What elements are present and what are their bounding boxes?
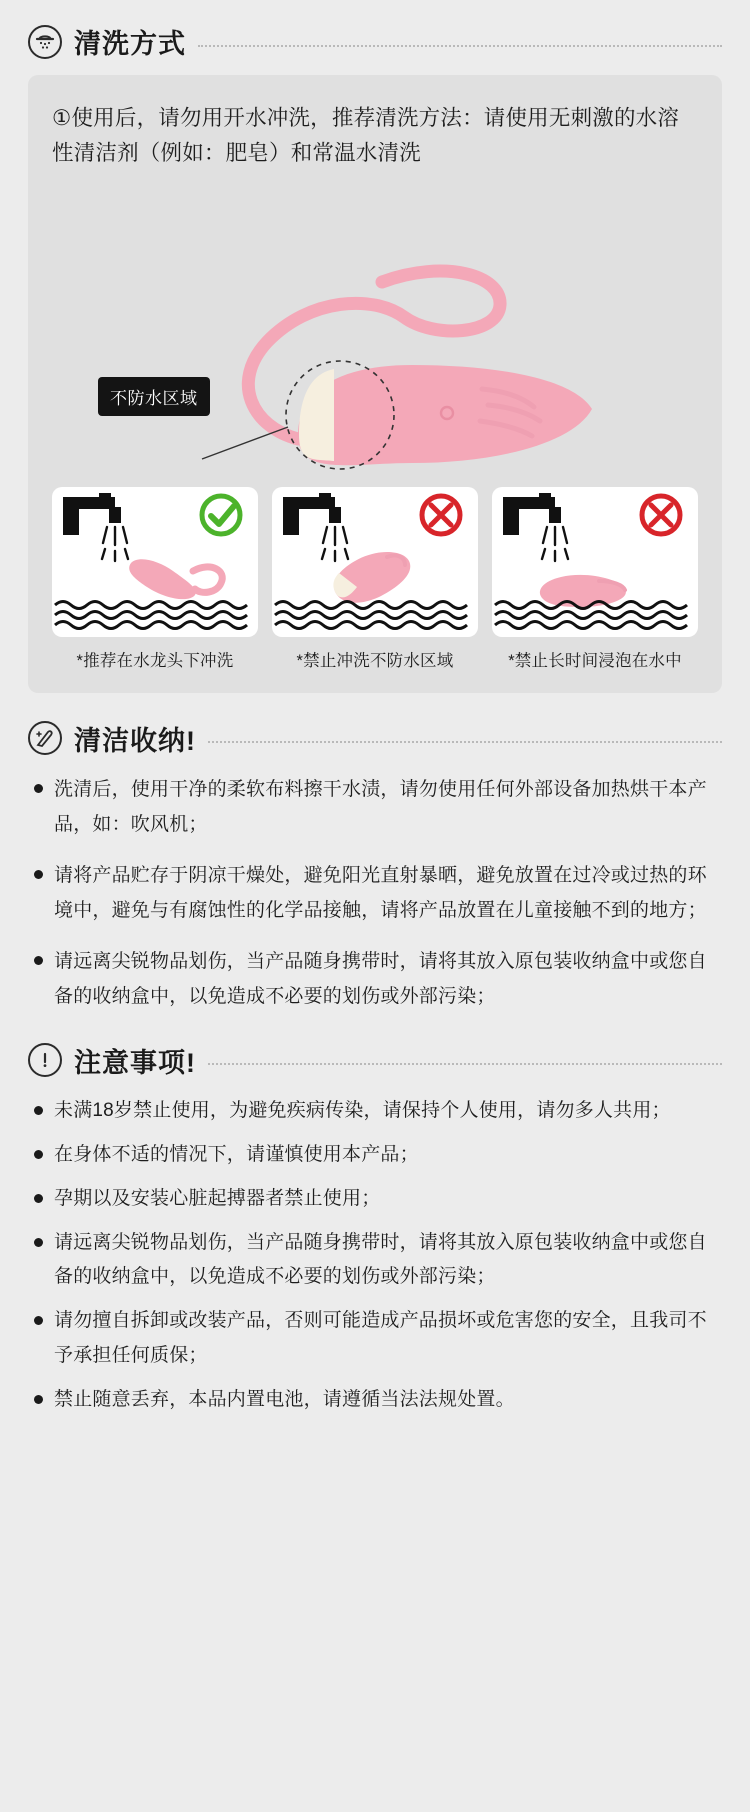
section-header-warnings xyxy=(28,1041,722,1080)
title-dotted-rule xyxy=(208,741,722,743)
check-icon xyxy=(202,496,240,534)
panel-image xyxy=(52,487,258,637)
shower-icon xyxy=(28,25,62,59)
list-item xyxy=(28,1094,722,1128)
list-item xyxy=(28,1226,722,1294)
list-item-text: 请远离尖锐物品划伤，当产品随身携带时，请将其放入原包装收纳盒中或您自备的收纳盒中，以免造成不必要的划伤或外部污染； xyxy=(54,1232,707,1288)
sparkle-clean-icon xyxy=(28,721,62,755)
bullet-dot xyxy=(34,870,43,879)
panel-forbidden-soak xyxy=(492,487,698,671)
title-dotted-rule xyxy=(208,1063,722,1065)
list-item xyxy=(28,772,722,842)
callout-label-not-waterproof: 不防水区域 xyxy=(98,377,210,416)
section-title: 注意事项! xyxy=(74,1047,196,1078)
section-header-storage xyxy=(28,719,722,758)
warnings-list xyxy=(28,1094,722,1418)
list-item-text: 洗清后，使用干净的柔软布料擦干水渍，请勿使用任何外部设备加热烘干本产品，如：吹风机； xyxy=(54,778,707,835)
bullet-dot xyxy=(34,956,43,965)
panel-recommended xyxy=(52,487,258,671)
section-title: 清洗方式 xyxy=(74,29,186,59)
bullet-dot xyxy=(34,1106,43,1115)
list-item-text: 孕期以及安装心脏起搏器者禁止使用； xyxy=(54,1187,381,1209)
list-item xyxy=(28,1304,722,1372)
panel-caption: *推荐在水龙头下冲洗 xyxy=(76,651,234,670)
panel-image xyxy=(492,487,698,637)
bullet-dot xyxy=(34,1150,43,1159)
list-item xyxy=(28,1383,722,1417)
storage-list xyxy=(28,772,722,1015)
product-diagram-svg xyxy=(52,177,692,477)
cross-icon xyxy=(642,496,680,534)
list-item-text: 在身体不适的情况下，请谨慎使用本产品； xyxy=(54,1143,419,1165)
washing-examples xyxy=(52,487,698,671)
bullet-dot xyxy=(34,1395,43,1404)
bullet-dot xyxy=(34,1316,43,1325)
product-illustration xyxy=(52,177,698,477)
list-item xyxy=(28,1138,722,1172)
list-item-text: 禁止随意丢弃，本品内置电池，请遵循当法法规处置。 xyxy=(54,1388,515,1410)
cleaning-note: ①使用后，请勿用开水冲洗，推荐清洗方法：请使用无刺激的水溶性清洁剂（例如：肥皂）和常温水清洗 xyxy=(52,106,680,165)
bullet-dot xyxy=(34,1238,43,1247)
cross-icon xyxy=(422,496,460,534)
exclamation-icon xyxy=(28,1043,62,1077)
bullet-dot xyxy=(34,784,43,793)
panel-forbidden-rinse xyxy=(272,487,478,671)
list-item xyxy=(28,944,722,1014)
list-item xyxy=(28,1182,722,1216)
section-title: 清洁收纳! xyxy=(74,725,196,756)
bullet-dot xyxy=(34,1194,43,1203)
title-dotted-rule xyxy=(198,45,722,47)
panel-caption: *禁止冲洗不防水区域 xyxy=(296,651,454,670)
section-header-cleaning xyxy=(28,22,722,61)
list-item-text: 请勿擅自拆卸或改装产品，否则可能造成产品损坏或危害您的安全，且我司不予承担任何质保； xyxy=(54,1310,707,1366)
list-item-text: 未满18岁禁止使用，为避免疾病传染，请保持个人使用，请勿多人共用； xyxy=(54,1099,671,1121)
panel-caption: *禁止长时间浸泡在水中 xyxy=(508,651,682,670)
list-item-text: 请将产品贮存于阴凉干燥处，避免阳光直射暴晒，避免放置在过冷或过热的环境中，避免与有腐蚀性的化学品接触，请将产品放置在儿童接触不到的地方； xyxy=(54,864,707,922)
panel-image xyxy=(272,487,478,637)
list-item-text: 请远离尖锐物品划伤，当产品随身携带时，请将其放入原包装收纳盒中或您自备的收纳盒中，以免造成不必要的划伤或外部污染； xyxy=(54,951,707,1008)
cleaning-card xyxy=(28,75,722,693)
list-item xyxy=(28,858,722,928)
